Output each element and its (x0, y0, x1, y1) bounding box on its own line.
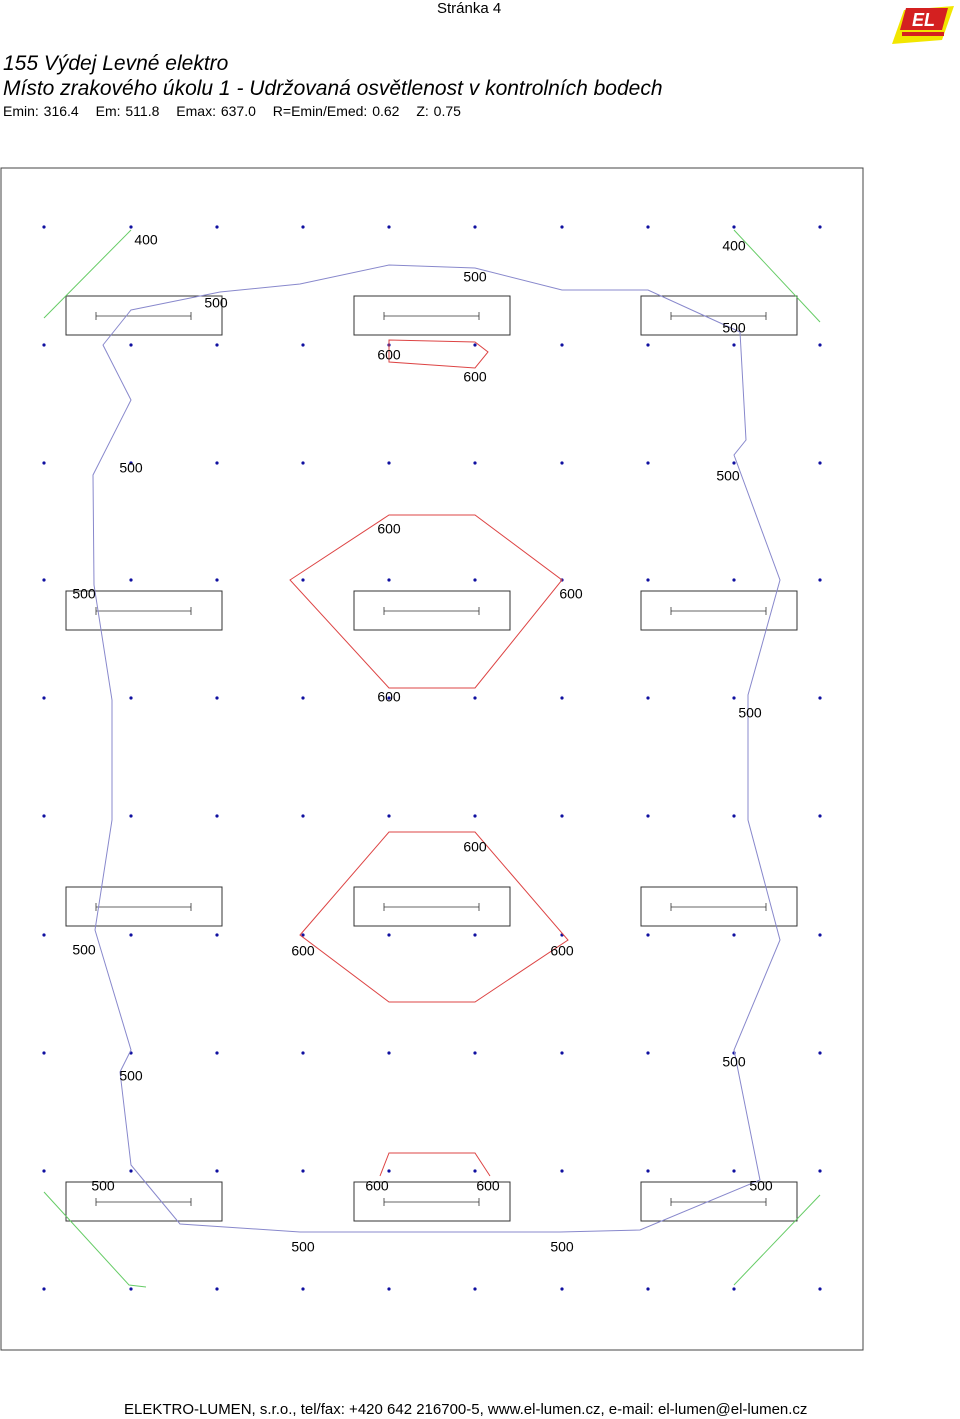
luminaire (354, 887, 510, 926)
measurement-point (732, 814, 735, 817)
measurement-point (732, 578, 735, 581)
contour-label: 600 (377, 520, 401, 537)
measurement-point (42, 1287, 45, 1290)
contour-label: 600 (550, 942, 574, 959)
measurement-point (646, 814, 649, 817)
measurement-point (646, 1051, 649, 1054)
measurement-point (215, 933, 218, 936)
luminaire (641, 591, 797, 630)
measurement-point (473, 696, 476, 699)
measurement-point (301, 578, 304, 581)
report-subtitle: Místo zrakového úkolu 1 - Udržovaná osvětlenost v kontrolních bodech (3, 77, 663, 100)
measurement-point (301, 696, 304, 699)
contour-400 (44, 230, 131, 318)
measurement-point (818, 1169, 821, 1172)
measurement-point (387, 1287, 390, 1290)
luminaire (66, 1182, 222, 1221)
contour-600 (290, 515, 562, 688)
report-title: 155 Výdej Levné elektro (3, 52, 229, 75)
contour-label: 500 (72, 941, 96, 958)
measurement-point (387, 578, 390, 581)
measurement-point (387, 814, 390, 817)
contour-label: 600 (291, 942, 315, 959)
measurement-point (818, 1287, 821, 1290)
contour-label: 500 (204, 294, 228, 311)
measurement-point (473, 461, 476, 464)
contour-labels (72, 232, 773, 1255)
measurement-point (732, 1287, 735, 1290)
measurement-point (732, 343, 735, 346)
measurement-point (42, 933, 45, 936)
stat-emin: Emin: 316.4 (3, 103, 79, 119)
contour-label: 500 (738, 704, 762, 721)
contour-label: 500 (91, 1177, 115, 1194)
luminaire (354, 296, 510, 335)
measurement-point (646, 578, 649, 581)
measurement-point (732, 461, 735, 464)
measurement-point (42, 814, 45, 817)
contour-label: 500 (749, 1177, 773, 1194)
measurement-point (818, 461, 821, 464)
measurement-point (387, 225, 390, 228)
measurement-point (646, 696, 649, 699)
measurement-point (129, 225, 132, 228)
measurement-point (301, 1169, 304, 1172)
contour-label: 600 (476, 1177, 500, 1194)
contour-400 (734, 1195, 820, 1285)
measurement-point (129, 933, 132, 936)
contour-label: 600 (559, 585, 583, 602)
measurement-point (646, 225, 649, 228)
measurement-point (387, 933, 390, 936)
contour-label: 600 (365, 1177, 389, 1194)
measurement-point (646, 933, 649, 936)
measurement-point (473, 225, 476, 228)
measurement-point (473, 578, 476, 581)
luminaire (354, 591, 510, 630)
measurement-point (560, 225, 563, 228)
contour-label: 500 (463, 268, 487, 285)
measurement-point (732, 225, 735, 228)
measurement-point (818, 225, 821, 228)
measurement-point (732, 933, 735, 936)
contour-600 (300, 832, 568, 1002)
measurement-point (42, 1169, 45, 1172)
measurement-point (646, 343, 649, 346)
measurement-point (473, 933, 476, 936)
contour-label: 500 (291, 1238, 315, 1255)
contour-label: 500 (722, 319, 746, 336)
measurement-point (215, 696, 218, 699)
measurement-point (732, 696, 735, 699)
measurement-point (215, 343, 218, 346)
measurement-point (42, 461, 45, 464)
measurement-point (301, 225, 304, 228)
isolux-contours (44, 230, 820, 1287)
contour-600 (389, 340, 488, 368)
logo-text: EL (912, 10, 936, 30)
contour-label: 400 (134, 231, 158, 248)
measurement-point (818, 1051, 821, 1054)
luminaires (66, 296, 797, 1221)
stat-z: Z: 0.75 (416, 103, 461, 119)
measurement-point (42, 343, 45, 346)
measurement-point (215, 1169, 218, 1172)
contour-400 (44, 1192, 146, 1287)
measurement-point (42, 578, 45, 581)
measurement-point (301, 1051, 304, 1054)
measurement-point (129, 1169, 132, 1172)
measurement-point (473, 1169, 476, 1172)
measurement-point (129, 1287, 132, 1290)
measurement-point (129, 578, 132, 581)
measurement-point (215, 1287, 218, 1290)
luminaire (641, 887, 797, 926)
contour-label: 500 (119, 1067, 143, 1084)
measurement-point (646, 461, 649, 464)
contour-label: 500 (119, 459, 143, 476)
measurement-point (215, 578, 218, 581)
contour-label: 400 (722, 237, 746, 254)
measurement-point (818, 814, 821, 817)
measurement-point (301, 1287, 304, 1290)
measurement-point (301, 814, 304, 817)
measurement-point (560, 1287, 563, 1290)
measurement-point (215, 225, 218, 228)
measurement-point (473, 1287, 476, 1290)
measurement-point (387, 1051, 390, 1054)
measurement-point (215, 814, 218, 817)
contour-label: 500 (722, 1053, 746, 1070)
measurement-point (646, 1287, 649, 1290)
contour-label: 600 (463, 838, 487, 855)
measurement-point (473, 814, 476, 817)
luminaire (641, 1182, 797, 1221)
measurement-point (646, 1169, 649, 1172)
contour-label: 600 (377, 688, 401, 705)
measurement-point (301, 343, 304, 346)
contour-label: 600 (463, 368, 487, 385)
contour-label: 600 (377, 346, 401, 363)
measurement-point (215, 1051, 218, 1054)
measurement-point (129, 343, 132, 346)
contour-500 (93, 265, 780, 1232)
stat-emax: Emax: 637.0 (176, 103, 256, 119)
measurement-point (129, 696, 132, 699)
measurement-point (42, 1051, 45, 1054)
measurement-point (560, 1051, 563, 1054)
contour-600 (380, 1153, 490, 1176)
measurement-point (560, 814, 563, 817)
measurement-point (818, 343, 821, 346)
stat-em: Em: 511.8 (95, 103, 160, 119)
measurement-point (129, 814, 132, 817)
contour-label: 500 (550, 1238, 574, 1255)
measurement-point (473, 343, 476, 346)
contour-label: 500 (716, 467, 740, 484)
measurement-point (301, 461, 304, 464)
measurement-point (560, 461, 563, 464)
measurement-point (818, 696, 821, 699)
measurement-point (387, 461, 390, 464)
footer-contact: ELEKTRO-LUMEN, s.r.o., tel/fax: +420 642 216700-5, www.el-lumen.cz, e-mail: el-lumen@el-lumen.cz (124, 1401, 808, 1418)
measurement-point (560, 696, 563, 699)
luminaire (66, 296, 222, 335)
contour-label: 500 (72, 585, 96, 602)
measurement-points (42, 225, 821, 1290)
stat-ratio: R=Emin/Emed: 0.62 (272, 103, 400, 119)
measurement-point (215, 461, 218, 464)
measurement-point (818, 933, 821, 936)
luminaire (66, 887, 222, 926)
measurement-point (42, 225, 45, 228)
measurement-point (560, 1169, 563, 1172)
page-number: Stránka 4 (437, 0, 502, 17)
measurement-point (387, 1169, 390, 1172)
measurement-point (818, 578, 821, 581)
measurement-point (732, 1169, 735, 1172)
luminaire (641, 296, 797, 335)
measurement-point (560, 343, 563, 346)
measurement-point (473, 1051, 476, 1054)
contour-400 (734, 230, 820, 322)
measurement-point (42, 696, 45, 699)
